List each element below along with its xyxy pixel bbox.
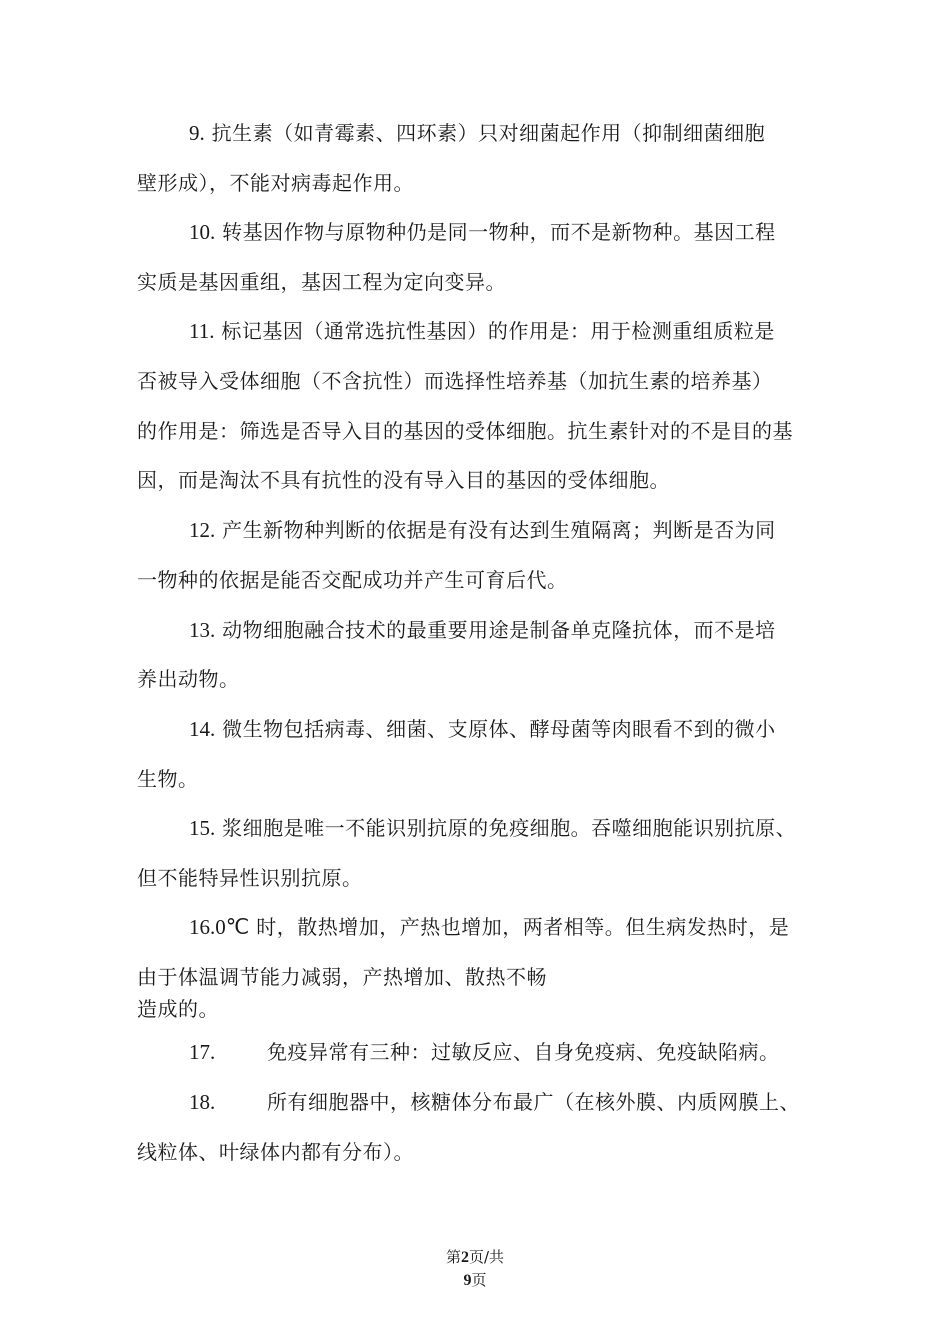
- item-number: 15.: [189, 816, 216, 840]
- item-number: 17.: [189, 1040, 216, 1064]
- item-18-line-2: 线粒体、叶绿体内都有分布）。: [137, 1140, 414, 1164]
- item-9-line-1: 9. 抗生素（如青霉素、四环素）只对细菌起作用（抑制细菌细胞: [189, 121, 766, 145]
- item-14-line-2: 生物。: [137, 767, 199, 791]
- item-number: 13.: [189, 618, 216, 642]
- item-14-line-1: 14. 微生物包括病毒、细菌、支原体、酵母菌等肉眼看不到的微小: [189, 717, 776, 741]
- item-12-line-2: 一物种的依据是能否交配成功并产生可育后代。: [137, 568, 568, 592]
- item-10-line-1: 10. 转基因作物与原物种仍是同一物种，而不是新物种。基因工程: [189, 220, 776, 244]
- item-number: 12.: [189, 518, 216, 542]
- item-11-line-2: 否被导入受体细胞（不含抗性）而选择性培养基（加抗生素的培养基）: [137, 369, 773, 393]
- item-17-line-1: 17. 免疫异常有三种：过敏反应、自身免疫病、免疫缺陷病。: [189, 1040, 780, 1064]
- item-9-line-2: 壁形成），不能对病毒起作用。: [137, 171, 414, 195]
- current-page-number: 2: [460, 1249, 469, 1266]
- page-footer-line-2: 9页: [463, 1271, 487, 1289]
- item-number: 18.: [189, 1090, 216, 1114]
- item-number: 14.: [189, 717, 216, 741]
- item-11-line-4: 因，而是淘汰不具有抗性的没有导入目的基因的受体细胞。: [137, 468, 670, 492]
- item-11-line-3: 的作用是：筛选是否导入目的基因的受体细胞。抗生素针对的不是目的基: [137, 419, 793, 443]
- item-16-line-2: 由于体温调节能力减弱，产热增加、散热不畅: [137, 965, 547, 989]
- item-13-line-2: 养出动物。: [137, 667, 240, 691]
- item-16-line-3: 造成的。: [137, 997, 219, 1021]
- item-12-line-1: 12. 产生新物种判断的依据是有没有达到生殖隔离；判断是否为同: [189, 518, 776, 542]
- item-10-line-2: 实质是基因重组，基因工程为定向变异。: [137, 270, 506, 294]
- page-footer-line-1: 第2页/共: [445, 1248, 505, 1266]
- item-number: 11.: [189, 319, 215, 343]
- item-18-line-1: 18. 所有细胞器中，核糖体分布最广（在核外膜、内质网膜上、: [189, 1090, 800, 1114]
- item-16-line-1: 16.0℃ 时，散热增加，产热也增加，两者相等。但生病发热时，是: [189, 915, 790, 939]
- item-number: 9.: [189, 121, 205, 145]
- item-number: 16.0℃: [189, 915, 250, 939]
- item-13-line-1: 13. 动物细胞融合技术的最重要用途是制备单克隆抗体，而不是培: [189, 618, 776, 642]
- item-15-line-1: 15. 浆细胞是唯一不能识别抗原的免疫细胞。吞噬细胞能识别抗原、: [189, 816, 797, 840]
- item-number: 10.: [189, 220, 216, 244]
- total-pages-number: 9: [463, 1272, 472, 1289]
- item-11-line-1: 11. 标记基因（通常选抗性基因）的作用是：用于检测重组质粒是: [189, 319, 775, 343]
- item-15-line-2: 但不能特异性识别抗原。: [137, 866, 363, 890]
